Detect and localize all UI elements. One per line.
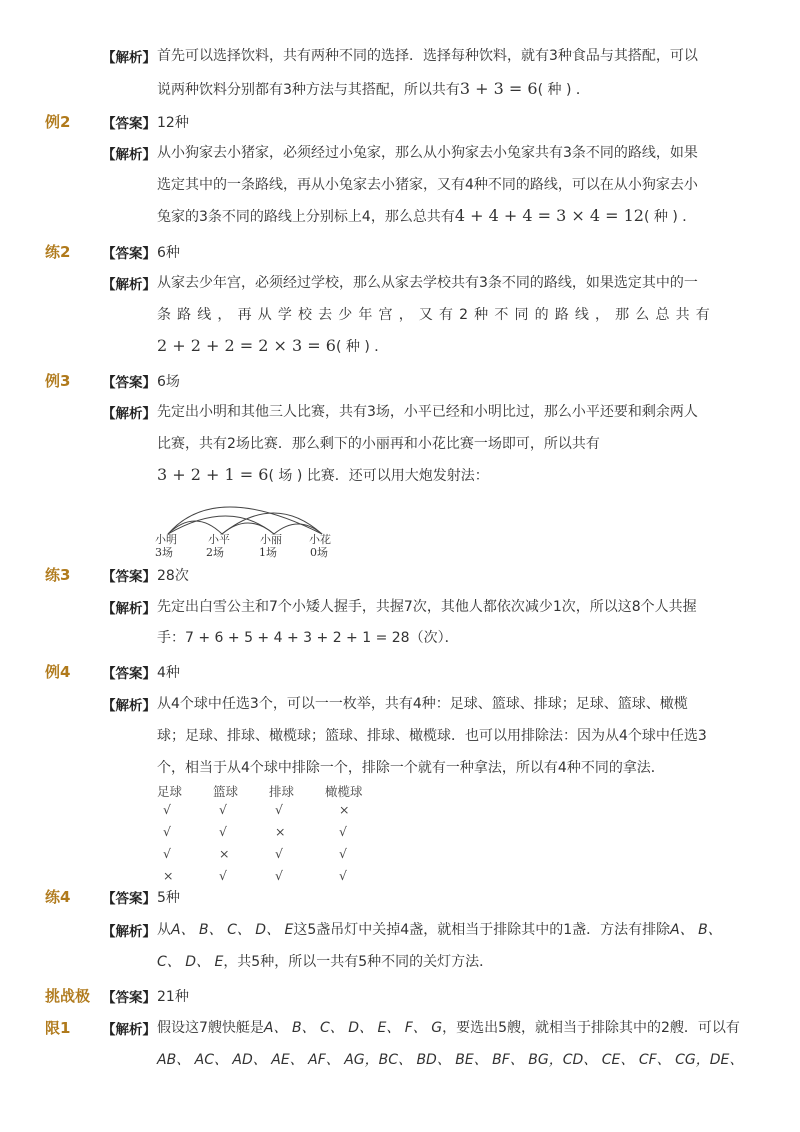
- li4-line1: 从4个球中任选3个，可以一一枚举，共有4种：足球、篮球、排球；足球、篮球、橄榄: [157, 696, 688, 712]
- spaced-char: 线: [197, 307, 212, 323]
- lian3-answer: 28次: [157, 568, 189, 584]
- spaced-char: 少: [338, 307, 353, 323]
- li3-line3-math: 3 + 2 + 1 = 6: [157, 465, 269, 484]
- tiaozhan-line1-letters: A、 B、 C、 D、 E、 F、 G: [263, 1020, 443, 1036]
- table-cell: ×: [339, 802, 350, 817]
- diagram-name: 小明: [155, 533, 177, 546]
- diagram-name: 小花: [309, 533, 331, 546]
- spaced-char: ，: [398, 307, 413, 323]
- spaced-char: 条: [157, 307, 171, 323]
- answer-tag: 【答案】: [102, 990, 156, 1006]
- spaced-char: 总: [655, 307, 670, 323]
- table-header: 足球: [157, 784, 183, 799]
- lian4-line2: [157, 953, 717, 971]
- lian4-line1-b: 这5盏吊灯中关掉4盏，就相当于排除其中的1盏．方法有排除: [293, 922, 671, 938]
- lian2-line2: [157, 306, 710, 324]
- answer-tag: 【答案】: [102, 246, 156, 262]
- tiaozhan-line1: [157, 1019, 740, 1037]
- answer-tag: 【答案】: [102, 666, 156, 682]
- tiaozhan-line2: AB、 AC、 AD、 AE、 AF、 AG，BC、 BD、 BE、 BF、 BG，CD、 CE、 CF、 CG，DE、: [157, 1052, 744, 1068]
- spaced-char: 路: [554, 307, 569, 323]
- diagram-name: 小丽: [260, 533, 282, 546]
- ball-table: [157, 782, 397, 882]
- answer-tag: 【答案】: [102, 375, 156, 391]
- diagram-count: 3场: [155, 546, 173, 559]
- lian3-label: 练3: [45, 566, 71, 584]
- tiaozhan-answer: 21种: [157, 989, 189, 1005]
- tiaozhan-label2: 限1: [45, 1019, 71, 1037]
- table-cell: ×: [219, 846, 230, 861]
- answer-tag: 【答案】: [102, 569, 156, 585]
- table-cell: √: [163, 802, 171, 817]
- spaced-char: 从: [257, 307, 272, 323]
- table-header: 篮球: [213, 784, 239, 799]
- table-cell: √: [339, 868, 347, 883]
- spaced-char: 种: [474, 307, 489, 323]
- tiaozhan-line1-b: ，要选出5艘，就相当于排除其中的2艘．可以有: [442, 1020, 740, 1036]
- ex1-line2-text: 说两种饮料分别都有3种方法与其搭配，所以共有: [157, 82, 460, 98]
- li2-answer: 12种: [157, 115, 189, 131]
- diagram-count: 1场: [259, 546, 277, 559]
- ex1-analysis-line2: [157, 80, 717, 99]
- table-cell: √: [275, 868, 283, 883]
- lian2-line3-tail: ( 种 ) ．: [335, 339, 389, 355]
- li2-line3: [157, 207, 717, 226]
- diagram-name: 小平: [208, 533, 230, 546]
- spaced-char: 校: [297, 307, 312, 323]
- answer-tag: 【答案】: [102, 116, 156, 132]
- lian4-answer: 5种: [157, 890, 180, 906]
- lian3-line1: 先定出白雪公主和7个小矮人握手，共握7次，其他人都依次减少1次，所以这8个人共握: [157, 599, 697, 615]
- li2-line3-math: 4 + 4 + 4 = 3 × 4 = 12: [454, 206, 644, 225]
- lian2-line1: 从家去少年宫，必须经过学校，那么从家去学校共有3条不同的路线，如果选定其中的一: [157, 275, 698, 291]
- tiaozhan-label: 挑战极: [45, 987, 91, 1005]
- lian4-line2-tail: ，共5种，所以一共有5种不同的关灯方法．: [223, 954, 494, 970]
- table-cell: √: [275, 846, 283, 861]
- analysis-tag: 【解析】: [102, 601, 156, 617]
- lian2-label: 练2: [45, 243, 71, 261]
- table-cell: √: [339, 846, 347, 861]
- spaced-char: 的: [534, 307, 549, 323]
- spaced-char: 么: [635, 307, 650, 323]
- cannon-diagram: [150, 490, 350, 562]
- lian4-line1-a: 从: [157, 922, 171, 938]
- analysis-tag: 【解析】: [102, 698, 156, 714]
- diagram-count: 2场: [206, 546, 224, 559]
- spaced-char: 有: [438, 307, 453, 323]
- spaced-char: 再: [237, 307, 252, 323]
- spaced-char: ，: [217, 307, 232, 323]
- table-cell: ×: [163, 868, 174, 883]
- spaced-char: 有: [695, 307, 710, 323]
- analysis-tag: 【解析】: [102, 406, 156, 422]
- li3-line2: 比赛，共有2场比赛．那么剩下的小丽再和小花比赛一场即可，所以共有: [157, 436, 600, 452]
- table-cell: √: [219, 802, 227, 817]
- li3-line1: 先定出小明和其他三人比赛，共有3场，小平已经和小明比过，那么小平还要和剩余两人: [157, 404, 698, 420]
- li2-line3-text: 兔家的3条不同的路线上分别标上4，那么总共有: [157, 209, 455, 225]
- tiaozhan-line1-a: 假设这7艘快艇是: [157, 1020, 264, 1036]
- table-cell: √: [163, 824, 171, 839]
- li2-line1: 从小狗家去小猪家，必须经过小兔家，那么从小狗家去小兔家共有3条不同的路线，如果: [157, 145, 698, 161]
- spaced-char: 共: [675, 307, 690, 323]
- li2-line2: 选定其中的一条路线，再从小兔家去小猪家，又有4种不同的路线，可以在从小狗家去小: [157, 177, 698, 193]
- table-header: 排球: [269, 784, 295, 799]
- analysis-tag: 【解析】: [102, 1022, 156, 1038]
- ex1-line2-tail: ( 种 ) ．: [537, 82, 590, 98]
- lian2-line3-math: 2 + 2 + 2 = 2 × 3 = 6: [157, 336, 336, 355]
- ex1-line2-math: 3 + 3 = 6: [459, 79, 538, 98]
- lian2-answer: 6种: [157, 245, 180, 261]
- spaced-char: 宫: [378, 307, 393, 323]
- lian4-line1-letters: A、 B、 C、 D、 E: [171, 922, 294, 938]
- table-header: 橄榄球: [325, 784, 363, 799]
- li4-line2: 球；足球、排球、橄榄球；篮球、排球、橄榄球．也可以用排除法：因为从4个球中任选3: [157, 728, 707, 744]
- spaced-char: 去: [318, 307, 333, 323]
- lian3-line2: 手：7 + 6 + 5 + 4 + 3 + 2 + 1 = 28（次）．: [157, 630, 459, 646]
- spaced-char: 那: [615, 307, 630, 323]
- analysis-tag: 【解析】: [102, 277, 156, 293]
- spaced-char: 不: [494, 307, 509, 323]
- analysis-tag: 【解析】: [102, 147, 156, 163]
- spaced-char: 2: [459, 307, 469, 323]
- lian4-line2-letters: C、 D、 E: [157, 954, 224, 970]
- li3-line3: [157, 466, 717, 485]
- table-cell: √: [219, 868, 227, 883]
- answer-tag: 【答案】: [102, 891, 156, 907]
- arc-ming-hua: [168, 507, 322, 534]
- li3-answer: 6场: [157, 374, 180, 390]
- table-cell: √: [163, 846, 171, 861]
- spaced-char: ，: [595, 307, 610, 323]
- spaced-char: 又: [418, 307, 433, 323]
- lian4-line1: [157, 921, 722, 939]
- li4-label: 例4: [45, 663, 71, 681]
- lian4-line1-c: A、 B、: [670, 922, 722, 938]
- li3-line3-tail: ( 场 ) 比赛．还可以用大炮发射法：: [268, 468, 489, 484]
- analysis-tag: 【解析】: [102, 924, 156, 940]
- spaced-char: 线: [574, 307, 589, 323]
- table-cell: √: [339, 824, 347, 839]
- table-cell: ×: [275, 824, 286, 839]
- diagram-count: 0场: [310, 546, 328, 559]
- spaced-char: 学: [277, 307, 292, 323]
- arc-ping-hua: [222, 513, 322, 534]
- lian4-label: 练4: [45, 888, 71, 906]
- table-cell: √: [219, 824, 227, 839]
- li4-line3: 个，相当于从4个球中排除一个，排除一个就有一种拿法，所以有4种不同的拿法．: [157, 760, 665, 776]
- li2-label: 例2: [45, 113, 71, 131]
- li2-line3-tail: ( 种 ) ．: [643, 209, 697, 225]
- table-cell: √: [275, 802, 283, 817]
- spaced-char: 路: [177, 307, 192, 323]
- spaced-char: 同: [514, 307, 529, 323]
- li3-label: 例3: [45, 372, 71, 390]
- analysis-tag: 【解析】: [102, 50, 156, 66]
- ex1-analysis-line1: 首先可以选择饮料，共有两种不同的选择．选择每种饮料，就有3种食品与其搭配，可以: [157, 48, 698, 64]
- li4-answer: 4种: [157, 665, 180, 681]
- lian2-line3: [157, 337, 717, 356]
- spaced-char: 年: [358, 307, 373, 323]
